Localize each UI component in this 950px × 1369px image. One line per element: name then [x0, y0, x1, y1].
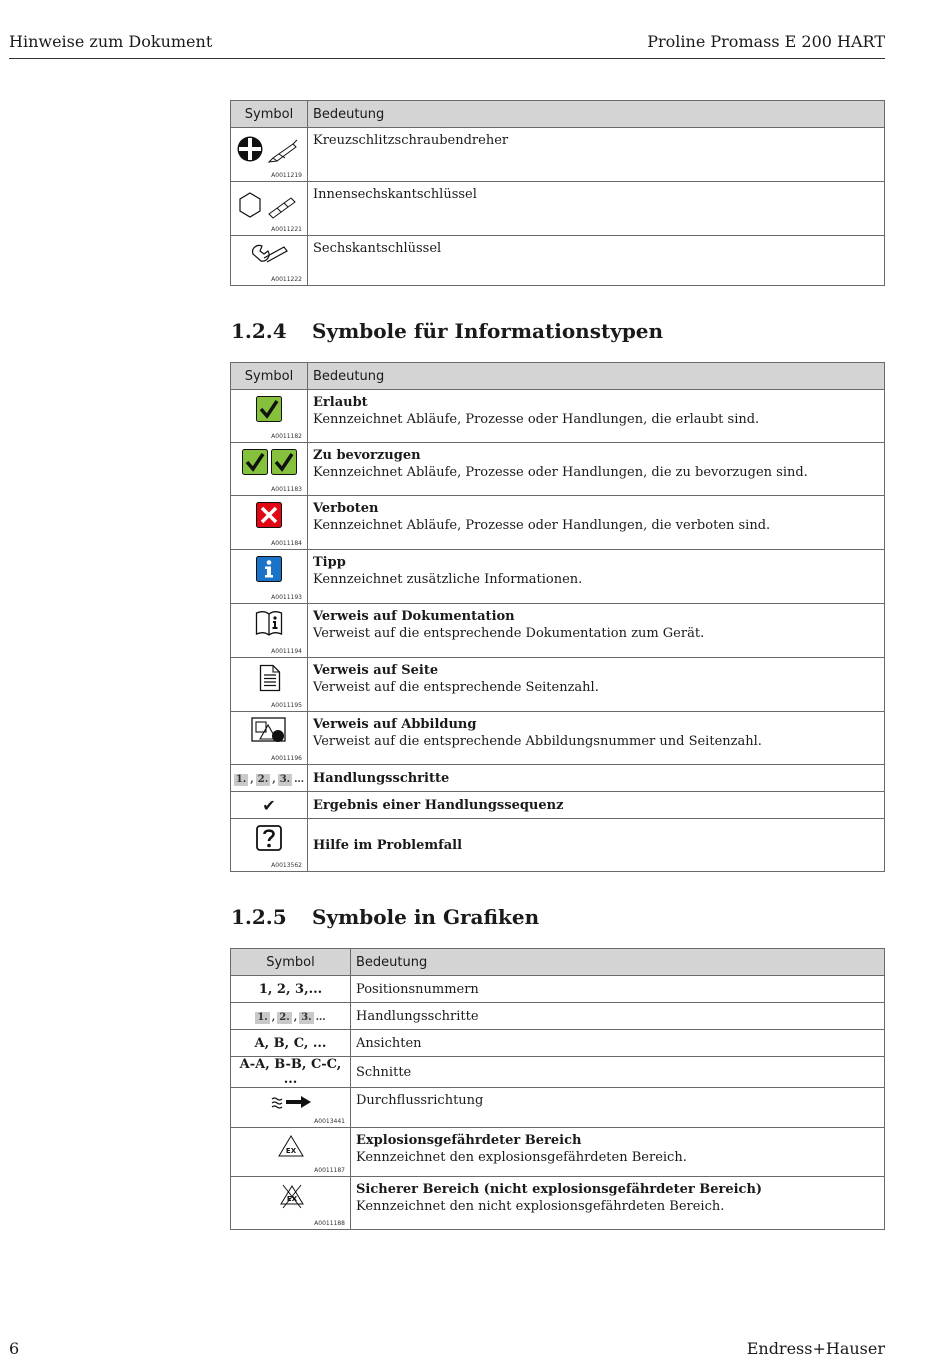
table-row [231, 1030, 885, 1057]
table-row [231, 604, 885, 658]
meaning-title: Sicherer Bereich (nicht explosionsgefährdeter Bereich) [356, 1182, 763, 1197]
meaning-cell [308, 819, 885, 872]
meaning-cell [308, 128, 885, 182]
brand-footer: Endress+Hauser [746, 1339, 885, 1358]
meaning-cell [351, 1177, 885, 1230]
meaning-cell [351, 1088, 885, 1128]
figure-code: A0011183 [271, 486, 302, 493]
svg-text:EX: EX [286, 1195, 298, 1203]
action-steps-symbol: 1. , 2. , 3. … [257, 1011, 326, 1023]
meaning-text: Kennzeichnet den explosionsgefährdeten Bereich. [356, 1150, 687, 1165]
meaning-cell [308, 182, 885, 236]
figure-code: A0011196 [271, 755, 302, 762]
meaning-text: Kennzeichnet den nicht explosionsgefährdeten Bereich. [356, 1199, 725, 1214]
symbol-cell [231, 765, 308, 792]
meaning-cell [308, 496, 885, 550]
meaning-cell [351, 976, 885, 1003]
flow-direction-arrow-icon [271, 1094, 313, 1110]
meaning-cell [308, 792, 885, 819]
symbol-cell [231, 819, 308, 872]
tools-symbol-table [230, 100, 885, 286]
figure-reference-icon [251, 717, 287, 745]
meaning-cell [351, 1030, 885, 1057]
meaning-cell [308, 604, 885, 658]
meaning-text: Ansichten [356, 1035, 422, 1051]
safe-area-icon [279, 1183, 305, 1209]
col-symbol-header: Symbol [231, 363, 308, 390]
col-meaning-header: Bedeutung [308, 101, 885, 128]
figure-code: A0011194 [271, 648, 302, 655]
table-row [231, 443, 885, 496]
meaning-title: Erlaubt [313, 395, 368, 410]
symbol-cell [231, 236, 308, 286]
preferred-double-check-icon [242, 449, 297, 475]
figure-code: A0013562 [271, 862, 302, 869]
table-row [231, 1057, 885, 1088]
table-row [231, 819, 885, 872]
symbol-cell [231, 390, 308, 443]
meaning-text: Verweist auf die entsprechende Abbildungsnummer und Seitenzahl. [313, 734, 762, 749]
header-rule [9, 58, 885, 59]
figure-code: A0011187 [314, 1167, 345, 1174]
meaning-cell [308, 390, 885, 443]
meaning-title: Zu bevorzugen [313, 448, 421, 463]
symbol-cell [231, 1177, 351, 1230]
symbol-cell [231, 604, 308, 658]
table-row [231, 658, 885, 712]
graphics-symbols-table [230, 948, 885, 1230]
figure-code: A0011195 [271, 702, 302, 709]
table-row [231, 496, 885, 550]
table-row [231, 765, 885, 792]
symbol-cell [231, 496, 308, 550]
table-row [231, 1128, 885, 1177]
forbidden-cross-icon [256, 502, 282, 528]
table-row [231, 1177, 885, 1230]
meaning-title: Hilfe im Problemfall [313, 837, 463, 853]
meaning-text: Kennzeichnet Abläufe, Prozesse oder Handlungen, die erlaubt sind. [313, 412, 760, 427]
ex-hazard-icon [278, 1135, 304, 1157]
allen-key-icon [237, 190, 299, 220]
section-title: Symbole für Informationstypen [312, 319, 664, 343]
action-steps-symbol: 1. , 2. , 3. … [235, 773, 305, 785]
views-symbol: A, B, C, ... [231, 1030, 351, 1057]
meaning-cell [351, 1057, 885, 1088]
meaning-text: Verweist auf die entsprechende Seitenzahl. [313, 680, 599, 695]
meaning-cell [308, 765, 885, 792]
meaning-title: Tipp [313, 555, 346, 570]
help-question-icon [256, 825, 282, 851]
symbol-cell [231, 128, 308, 182]
meaning-text: Schnitte [356, 1064, 412, 1080]
meaning-text: Verweist auf die entsprechende Dokumentation zum Gerät. [313, 626, 705, 641]
figure-code: A0013441 [314, 1118, 345, 1125]
symbol-cell [231, 658, 308, 712]
table-header-row [231, 949, 885, 976]
section-number: 1.2.5 [231, 905, 287, 929]
figure-code: A0011219 [271, 172, 302, 179]
symbol-cell [231, 1128, 351, 1177]
meaning-text: Sechskantschlüssel [313, 241, 442, 256]
page-reference-icon [259, 664, 281, 692]
meaning-title: Explosionsgefährdeter Bereich [356, 1133, 582, 1148]
meaning-cell [308, 658, 885, 712]
section-title: Symbole in Grafiken [312, 905, 540, 929]
meaning-title: Verweis auf Dokumentation [313, 609, 515, 624]
meaning-text: Innensechskantschlüssel [313, 187, 477, 202]
result-check-icon: ✔ [231, 792, 308, 819]
figure-code: A0011188 [314, 1220, 345, 1227]
table-row [231, 712, 885, 765]
meaning-text: Durchflussrichtung [356, 1093, 484, 1108]
section-heading-1-2-4 [231, 319, 663, 343]
meaning-text: Kennzeichnet Abläufe, Prozesse oder Handlungen, die zu bevorzugen sind. [313, 465, 808, 480]
table-row [231, 792, 885, 819]
figure-code: A0011222 [271, 276, 302, 283]
meaning-cell [308, 236, 885, 286]
documentation-book-icon [255, 610, 283, 636]
table-row [231, 550, 885, 604]
figure-code: A0011221 [271, 226, 302, 233]
meaning-text: Kennzeichnet zusätzliche Informationen. [313, 572, 583, 587]
table-row [231, 390, 885, 443]
symbol-cell [231, 550, 308, 604]
figure-code: A0011184 [271, 540, 302, 547]
table-row [231, 1003, 885, 1030]
symbol-cell [231, 1003, 351, 1030]
svg-text:EX: EX [285, 1147, 297, 1155]
meaning-cell [308, 712, 885, 765]
sections-symbol: A-A, B-B, C-C, ... [231, 1057, 351, 1088]
tip-info-icon [256, 556, 282, 582]
table-header-row [231, 363, 885, 390]
phillips-screwdriver-icon [237, 134, 299, 164]
section-heading-1-2-5 [231, 905, 539, 929]
table-header-row [231, 101, 885, 128]
meaning-text: Kreuzschlitzschraubendreher [313, 133, 509, 148]
col-meaning-header: Bedeutung [308, 363, 885, 390]
figure-code: A0011182 [271, 433, 302, 440]
meaning-title: Ergebnis einer Handlungssequenz [313, 797, 564, 813]
meaning-title: Verweis auf Abbildung [313, 717, 477, 732]
col-symbol-header: Symbol [231, 101, 308, 128]
meaning-text: Positionsnummern [356, 981, 479, 997]
allowed-check-icon [256, 396, 282, 422]
meaning-cell [308, 550, 885, 604]
running-header-product: Proline Promass E 200 HART [647, 32, 885, 51]
table-row [231, 182, 885, 236]
table-row [231, 1088, 885, 1128]
symbol-cell [231, 443, 308, 496]
col-meaning-header: Bedeutung [351, 949, 885, 976]
figure-code: A0011193 [271, 594, 302, 601]
meaning-title: Verweis auf Seite [313, 663, 439, 678]
symbol-cell [231, 712, 308, 765]
meaning-text: Kennzeichnet Abläufe, Prozesse oder Handlungen, die verboten sind. [313, 518, 771, 533]
info-types-table [230, 362, 885, 872]
table-row [231, 976, 885, 1003]
meaning-cell [351, 1003, 885, 1030]
col-symbol-header: Symbol [231, 949, 351, 976]
meaning-title: Handlungsschritte [313, 770, 450, 786]
table-row [231, 128, 885, 182]
table-row [231, 236, 885, 286]
meaning-text: Handlungsschritte [356, 1008, 479, 1024]
meaning-title: Verboten [313, 501, 379, 516]
meaning-cell [308, 443, 885, 496]
position-numbers-symbol: 1, 2, 3,... [231, 976, 351, 1003]
page-number: 6 [9, 1339, 20, 1358]
running-header-section: Hinweise zum Dokument [9, 32, 213, 51]
symbol-cell [231, 182, 308, 236]
meaning-cell [351, 1128, 885, 1177]
symbol-cell [231, 1088, 351, 1128]
open-end-wrench-icon [249, 242, 289, 268]
section-number: 1.2.4 [231, 319, 287, 343]
